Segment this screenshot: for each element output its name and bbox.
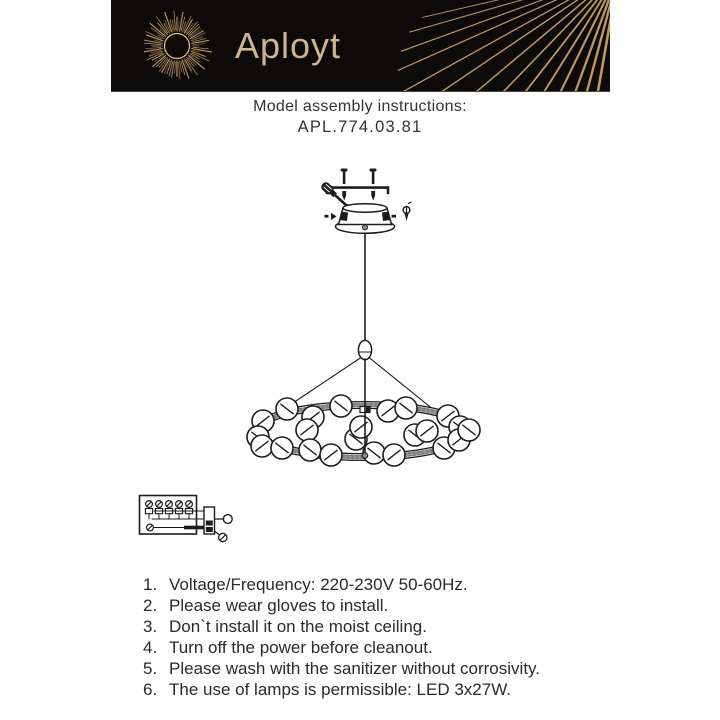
instruction-item: [143, 616, 613, 637]
model-number: APL.774.03.81: [297, 118, 423, 136]
brand-name: Aployt: [235, 24, 342, 66]
instruction-item: [143, 595, 613, 616]
instruction-number: 1.: [143, 575, 158, 594]
rod-end-cap: [362, 453, 368, 459]
clip-arrow-icon: [325, 213, 337, 220]
connector-block: [204, 507, 215, 534]
instruction-number: 6.: [143, 680, 158, 699]
instruction-list: [143, 574, 613, 700]
mounting-screw-icon: [341, 169, 348, 201]
instruction-item: [143, 658, 613, 679]
side-clip: [340, 212, 348, 222]
ground-screw-icon: [219, 533, 227, 541]
instruction-text: Turn off the power before cleanout.: [169, 638, 433, 657]
instruction-text: Don`t install it on the moist ceiling.: [169, 617, 427, 636]
box-screw-icon: [147, 524, 154, 531]
mounting-bracket: [327, 188, 388, 193]
terminal-block-diagram: [140, 496, 233, 542]
instruction-number: 5.: [143, 659, 158, 678]
instruction-number: 3.: [143, 617, 158, 636]
cable-gripper: [358, 340, 371, 359]
instruction-text: The use of lamps is permissible: LED 3x27W.: [169, 680, 512, 699]
instruction-item: [143, 679, 613, 700]
instruction-text: Please wash with the sanitizer without corrosivity.: [169, 659, 541, 678]
page-title: Model assembly instructions:: [253, 98, 467, 115]
mounting-screw-icon: [370, 169, 377, 201]
wire: [215, 531, 220, 535]
instruction-item: [143, 637, 613, 658]
canopy: [336, 204, 395, 234]
instruction-number: 2.: [143, 596, 158, 615]
instruction-text: Voltage/Frequency: 220-230V 50-60Hz.: [169, 575, 468, 594]
instruction-number: 4.: [143, 638, 158, 657]
instruction-text: Please wear gloves to install.: [169, 596, 389, 615]
terminal-screw-icons: [145, 501, 192, 519]
screw-icon: [392, 202, 412, 221]
side-clip: [382, 212, 390, 222]
instruction-item: [143, 574, 613, 595]
loop-terminal-icon: [223, 515, 232, 524]
